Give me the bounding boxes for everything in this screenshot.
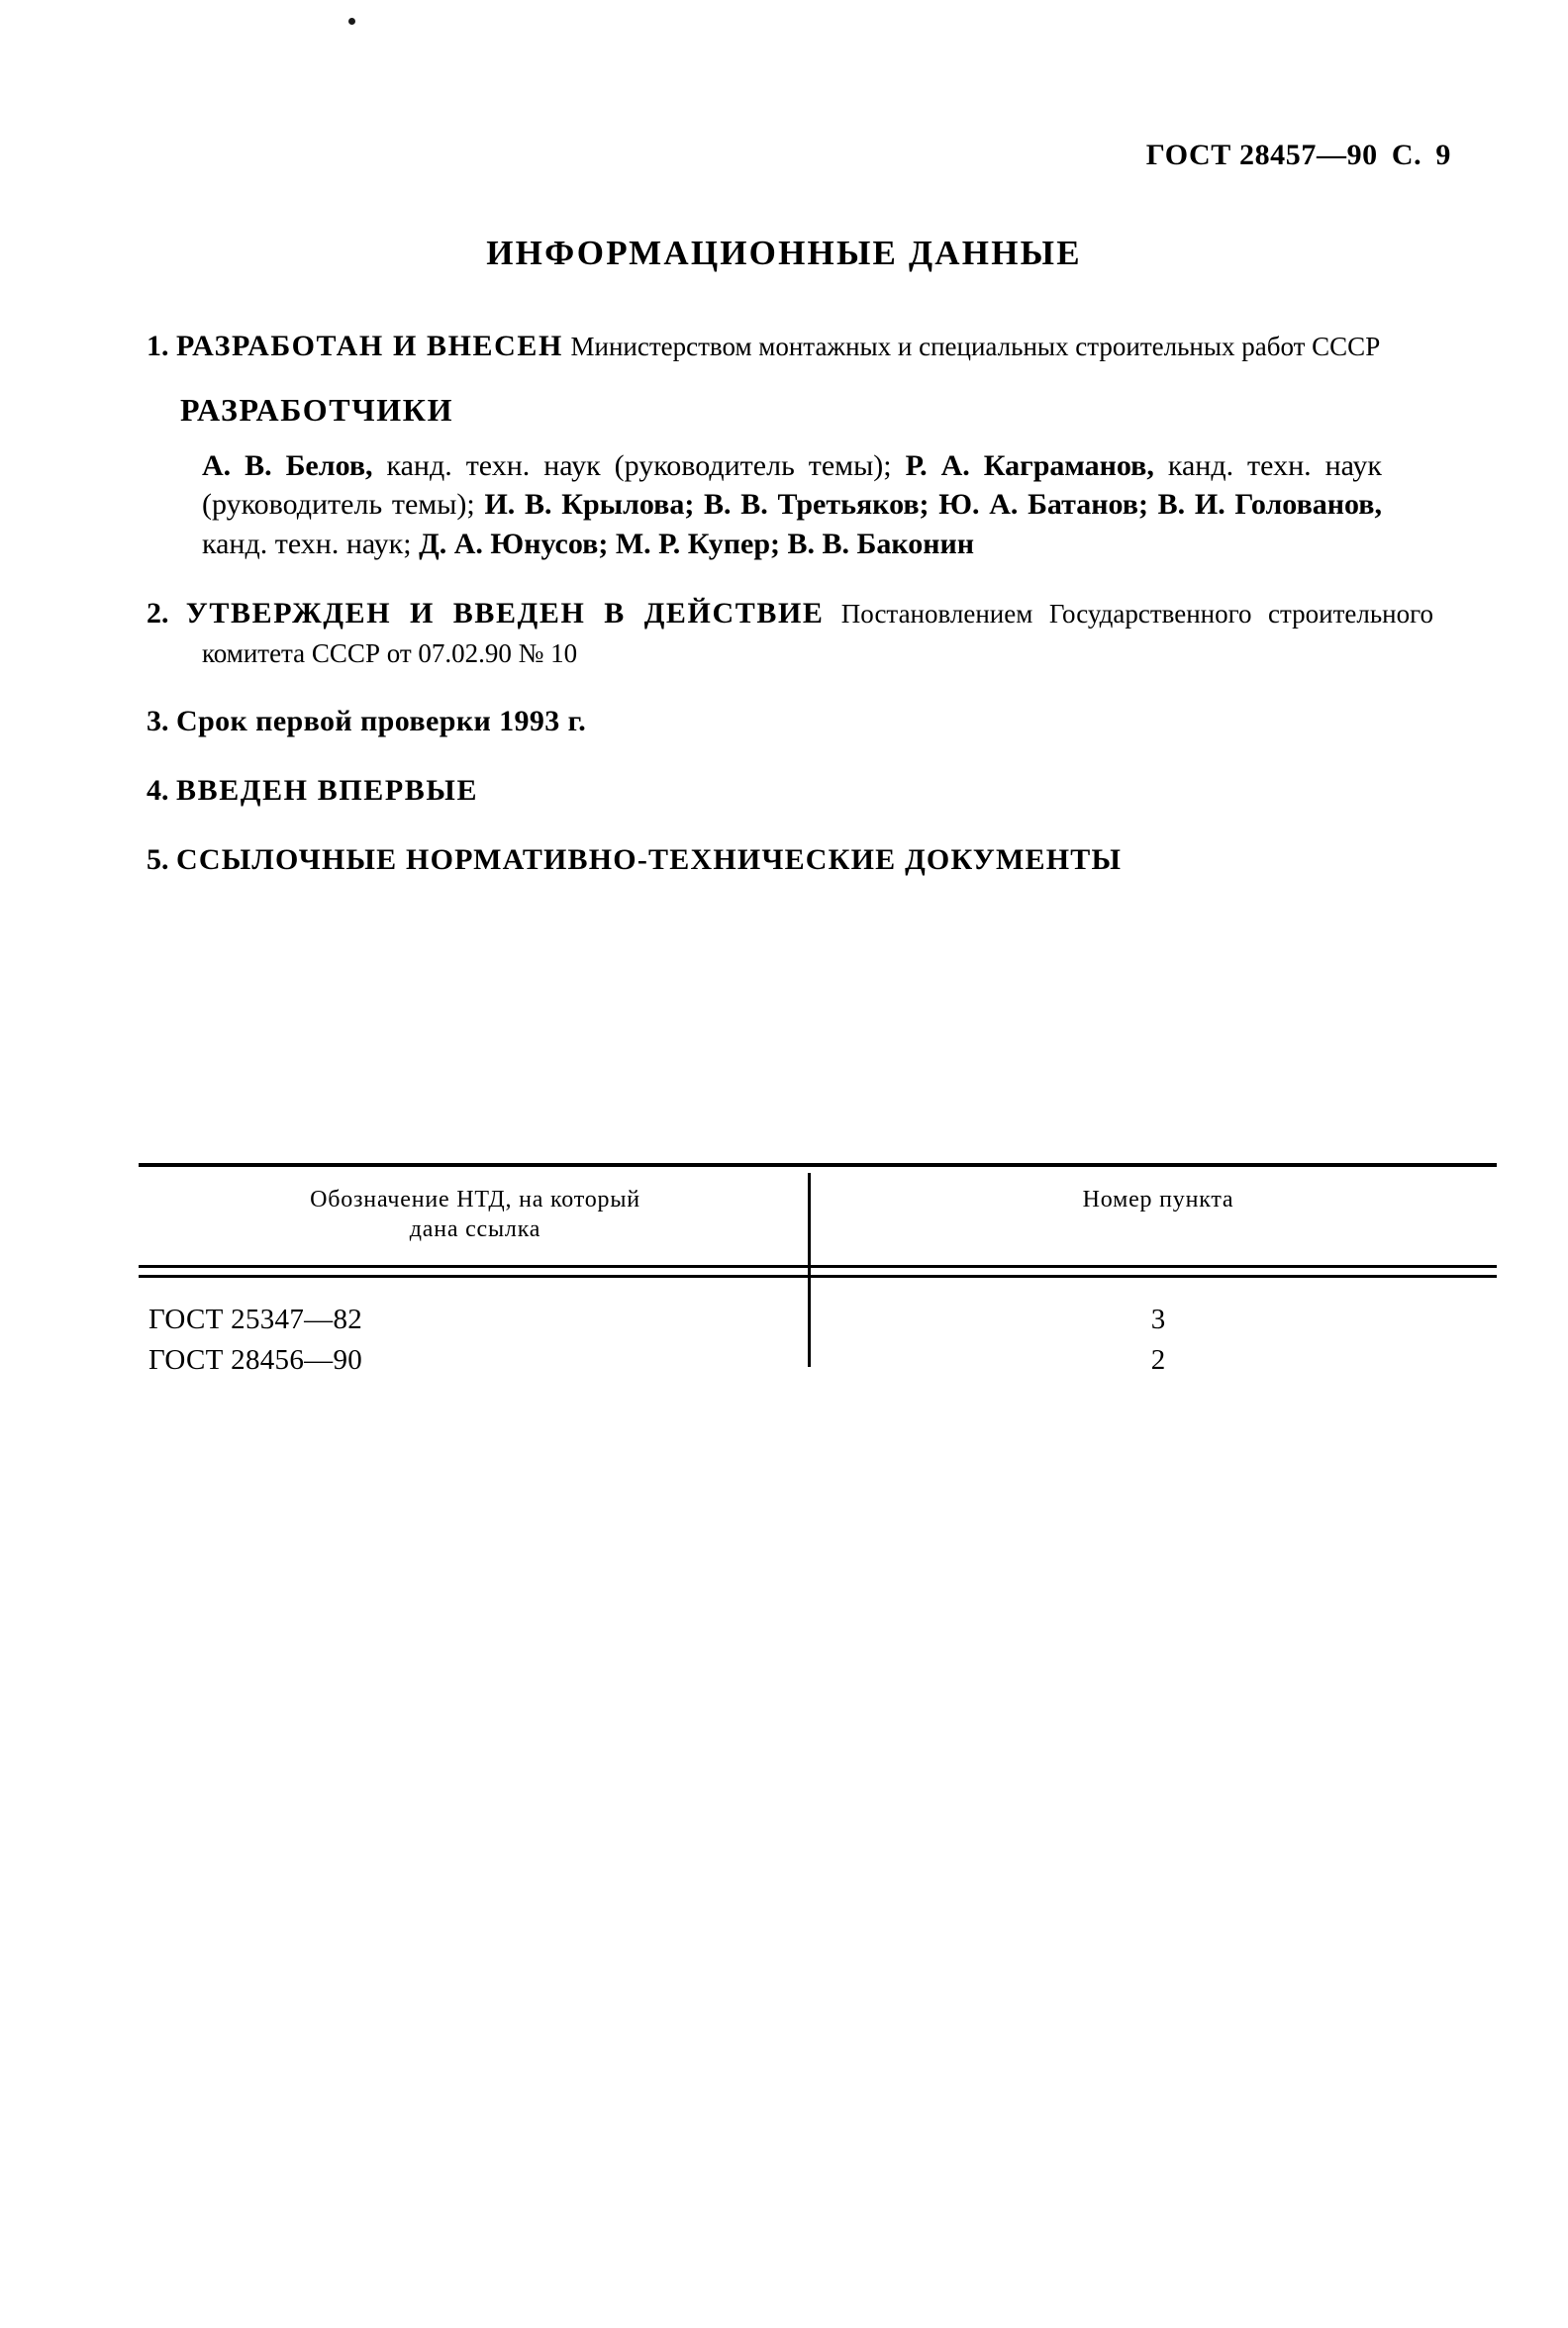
table-body bbox=[139, 1278, 1497, 1397]
stray-mark bbox=[348, 18, 355, 25]
developer-role-2: канд. техн. наук (руководитель темы); bbox=[202, 448, 1383, 522]
table-header-clause: Номер пункта bbox=[1082, 1187, 1234, 1212]
table-rule-gap bbox=[139, 1268, 1497, 1272]
developer-role-1: канд. техн. наук (руководитель темы); bbox=[372, 448, 906, 482]
item-text: Министерством монтажных и специальных строительных работ СССР bbox=[570, 332, 1381, 361]
table-cell-clause: 3 bbox=[1150, 1304, 1166, 1335]
item-number: 4. bbox=[147, 774, 169, 808]
table-header-document-line1: Обозначение НТД, на который bbox=[310, 1187, 640, 1212]
table-header-document-line2: дана ссылка bbox=[409, 1216, 541, 1242]
page-title: ИНФОРМАЦИОННЫЕ ДАННЫЕ bbox=[486, 234, 1082, 272]
info-item-4 bbox=[147, 771, 1433, 811]
table-cell-document: ГОСТ 28456—90 bbox=[148, 1344, 363, 1377]
info-item-1 bbox=[147, 327, 1433, 366]
table-cell-document: ГОСТ 25347—82 bbox=[148, 1304, 363, 1335]
info-item-3 bbox=[147, 702, 1433, 741]
developer-name-1: А. В. Белов, bbox=[202, 448, 373, 482]
content-body bbox=[147, 327, 1433, 904]
developer-name-2: Р. А. Каграманов, bbox=[905, 448, 1154, 482]
developer-name-3: И. В. Крылова; В. В. Третьяков; Ю. А. Батанов; В. И. Голованов, bbox=[484, 488, 1383, 522]
reference-documents-table bbox=[139, 1163, 1497, 1397]
table-row bbox=[148, 1300, 362, 1381]
item-caps-label: ВВЕДЕН ВПЕРВЫЕ bbox=[176, 774, 479, 808]
table-row-clauses bbox=[891, 1300, 1425, 1381]
info-item-5 bbox=[147, 840, 1433, 880]
item-number: 2. bbox=[147, 596, 169, 630]
item-number: 1. bbox=[147, 330, 169, 362]
item-caps-label: ССЫЛОЧНЫЕ НОРМАТИВНО-ТЕХНИЧЕСКИЕ ДОКУМЕНТЫ bbox=[176, 843, 1123, 877]
item-caps-label: РАЗРАБОТАН И ВНЕСЕН bbox=[176, 330, 563, 362]
developer-name-4: Д. А. Юнусов; М. Р. Купер; В. В. Баконин bbox=[419, 528, 975, 561]
page-header bbox=[1146, 139, 1451, 172]
item-text: Срок первой проверки 1993 г. bbox=[176, 705, 587, 738]
item-number: 3. bbox=[147, 705, 169, 738]
developers-list bbox=[202, 446, 1382, 564]
info-item-2 bbox=[147, 594, 1433, 673]
page-number: 9 bbox=[1435, 139, 1451, 171]
table-cell-clause: 2 bbox=[1150, 1344, 1166, 1377]
table-header-row bbox=[139, 1167, 1497, 1262]
item-text: Постановлением Государственного строительного комитета СССР от 07.02.90 № 10 bbox=[202, 598, 1434, 668]
developer-role-3: канд. техн. наук; bbox=[202, 528, 420, 561]
table-header-document bbox=[198, 1185, 752, 1244]
developers-heading: РАЗРАБОТЧИКИ bbox=[180, 391, 454, 428]
standard-designation: ГОСТ 28457—90 bbox=[1145, 139, 1378, 171]
item-caps-label: УТВЕРЖДЕН И ВВЕДЕН В ДЕЙСТВИЕ bbox=[185, 596, 825, 630]
item-number: 5. bbox=[147, 843, 169, 877]
page-marker: С. bbox=[1391, 139, 1422, 171]
